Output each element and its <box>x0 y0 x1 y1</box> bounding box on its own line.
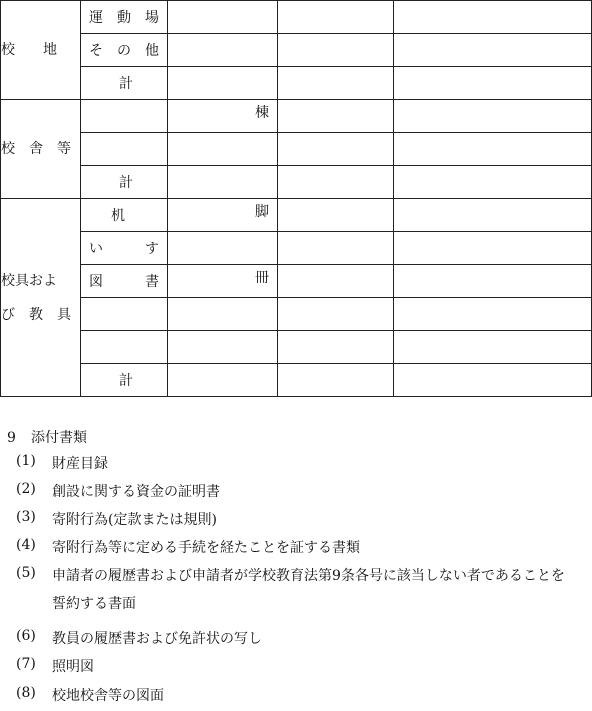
table-row <box>1 364 592 397</box>
subcategory-label: 計 <box>119 175 133 191</box>
item-text: 校地校舎等の図面 <box>52 688 164 704</box>
note-cell <box>394 298 592 331</box>
category-cell <box>1 100 81 199</box>
subcategory-cell <box>81 364 168 397</box>
label-char: す <box>145 241 159 257</box>
item-text: 照明図 <box>52 659 94 675</box>
subcategory-label: 計 <box>119 373 133 389</box>
table-row <box>1 133 592 166</box>
value-cell <box>278 67 394 100</box>
quantity-cell <box>168 166 278 199</box>
note-cell <box>394 1 592 34</box>
note-cell <box>394 166 592 199</box>
value-cell <box>278 364 394 397</box>
label-char: そ <box>89 43 103 59</box>
value-cell <box>278 199 394 232</box>
category-label: 校具およ <box>1 272 57 289</box>
note-cell <box>394 34 592 67</box>
table-row <box>1 232 592 265</box>
table-row <box>1 100 592 133</box>
subcategory-cell <box>81 199 168 232</box>
note-cell <box>394 67 592 100</box>
note-cell <box>394 100 592 133</box>
note-cell <box>394 364 592 397</box>
category-label: 校 地 <box>1 42 57 58</box>
item-text-continuation: 誓約する書面 <box>52 596 136 612</box>
category-cell <box>1 199 81 397</box>
value-cell <box>278 298 394 331</box>
item-text: 財産目録 <box>52 456 108 472</box>
value-cell <box>278 1 394 34</box>
value-cell <box>278 265 394 298</box>
unit-label: 棟 <box>255 105 269 121</box>
table-row <box>1 331 592 364</box>
value-cell <box>278 232 394 265</box>
label-char: 動 <box>117 10 131 26</box>
item-text: 創設に関する資金の証明書 <box>52 484 220 500</box>
table-row <box>1 265 592 298</box>
category-label: 校 舎 等 <box>1 141 71 157</box>
note-cell <box>394 199 592 232</box>
value-cell <box>278 100 394 133</box>
table-row <box>1 166 592 199</box>
section-number: 9 <box>7 430 16 446</box>
value-cell <box>278 133 394 166</box>
note-cell <box>394 331 592 364</box>
label-char: い <box>89 241 103 257</box>
label-char: 書 <box>145 274 159 290</box>
value-cell <box>278 166 394 199</box>
subcategory-label: 机 <box>111 208 125 224</box>
table-row <box>1 199 592 232</box>
unit-label: 脚 <box>255 204 269 220</box>
item-number: (8) <box>16 685 36 701</box>
section-heading <box>7 427 87 447</box>
quantity-cell <box>168 199 278 232</box>
quantity-cell <box>168 298 278 331</box>
table-row <box>1 298 592 331</box>
quantity-cell <box>168 265 278 298</box>
unit-label: 冊 <box>255 270 269 286</box>
label-char: 図 <box>89 274 103 290</box>
note-cell <box>394 232 592 265</box>
table-row <box>1 67 592 100</box>
item-number: (2) <box>16 481 36 497</box>
subcategory-cell <box>81 232 168 265</box>
subcategory-cell <box>81 1 168 34</box>
item-number: (5) <box>16 565 36 581</box>
category-label: び 教 具 <box>1 306 71 323</box>
table-row <box>1 34 592 67</box>
label-char: 他 <box>145 43 159 59</box>
quantity-cell <box>168 1 278 34</box>
label-char: 場 <box>145 10 159 26</box>
item-text: 申請者の履歴書および申請者が学校教育法第9条各号に該当しない者であることを <box>52 568 565 584</box>
subcategory-label <box>89 7 159 27</box>
quantity-cell <box>168 67 278 100</box>
note-cell <box>394 133 592 166</box>
quantity-cell <box>168 34 278 67</box>
subcategory-label: 計 <box>119 76 133 92</box>
item-number: (3) <box>16 509 36 525</box>
value-cell <box>278 34 394 67</box>
category-cell <box>1 1 81 100</box>
subcategory-label <box>89 271 159 291</box>
subcategory-cell <box>81 67 168 100</box>
subcategory-label <box>89 40 159 60</box>
subcategory-cell <box>81 133 168 166</box>
subcategory-cell <box>81 298 168 331</box>
table-row <box>1 1 592 34</box>
section-title: 添付書類 <box>31 430 87 446</box>
quantity-cell <box>168 232 278 265</box>
subcategory-cell <box>81 166 168 199</box>
quantity-cell <box>168 133 278 166</box>
subcategory-cell <box>81 100 168 133</box>
item-number: (7) <box>16 656 36 672</box>
value-cell <box>278 331 394 364</box>
item-text: 寄附行為(定款または規則) <box>52 512 217 528</box>
label-char: 運 <box>89 10 103 26</box>
item-number: (1) <box>16 453 36 469</box>
quantity-cell <box>168 100 278 133</box>
label-char: の <box>117 43 131 59</box>
item-text: 教員の履歴書および免許状の写し <box>52 631 262 647</box>
subcategory-label <box>89 238 159 258</box>
quantity-cell <box>168 364 278 397</box>
note-cell <box>394 265 592 298</box>
subcategory-cell <box>81 331 168 364</box>
item-number: (6) <box>16 628 36 644</box>
item-text: 寄附行為等に定める手続を経たことを証する書類 <box>52 540 360 556</box>
subcategory-cell <box>81 265 168 298</box>
quantity-cell <box>168 331 278 364</box>
item-number: (4) <box>16 537 36 553</box>
subcategory-cell <box>81 34 168 67</box>
